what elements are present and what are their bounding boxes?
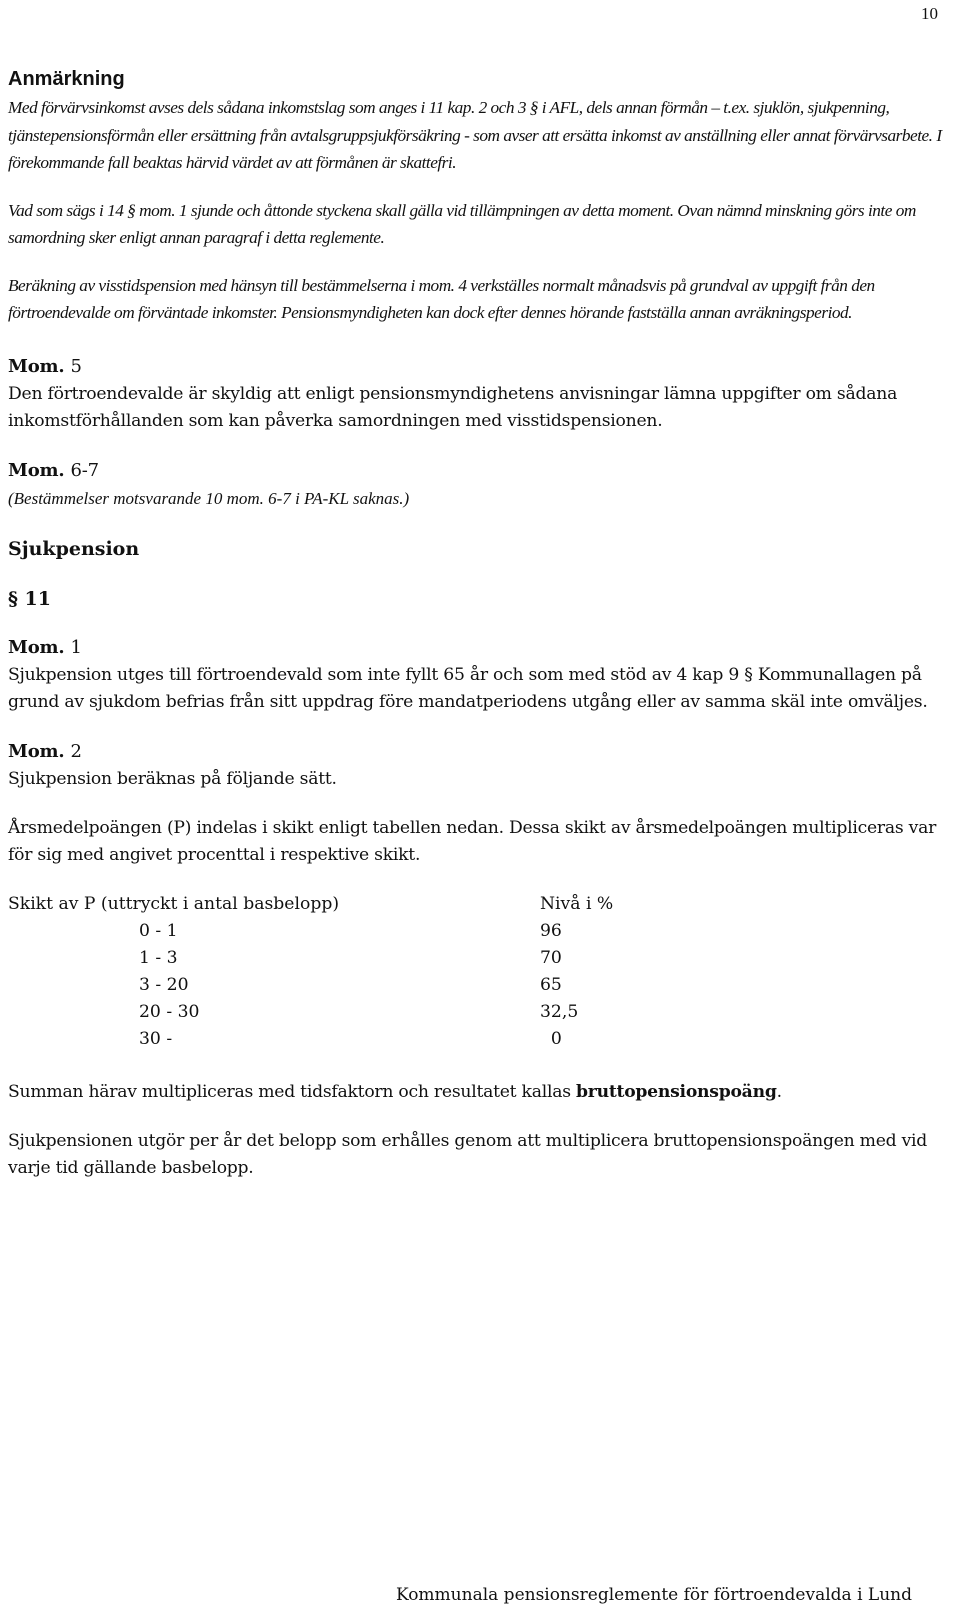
table-row — [8, 972, 952, 999]
mom5-heading — [8, 353, 952, 381]
table-row — [8, 945, 952, 972]
mom5-text: Den förtroendevalde är skyldig att enligt pensionsmyndighetens anvisningar lämna uppgifter om sådana inkomstförhållanden som kan påverka samordningen med visstidspensionen. — [8, 383, 898, 431]
summary-suffix: . — [776, 1081, 782, 1102]
mom5-label: Mom. — [8, 355, 65, 377]
table-col2-header: Nivå i % — [540, 893, 614, 914]
mom1-label: Mom. — [8, 636, 65, 658]
page-footer: Kommunala pensionsreglemente för förtroendevalda i Lund — [395, 1585, 912, 1605]
note-paragraph-2: Vad som sägs i 14 § mom. 1 sjunde och åttonde styckena skall gälla vid tillämpningen av detta moment. Ovan nämnd minskning görs inte om samordning sker enligt annan paragraf i detta reglemente. — [8, 200, 916, 247]
final-paragraph: Sjukpensionen utgör per år det belopp som erhålles genom att multiplicera bruttopensionspoängen med vid varje tid gällande basbelopp. — [8, 1130, 928, 1178]
table-cell-range: 0 - 1 — [139, 920, 178, 941]
mom2-label: Mom. — [8, 740, 65, 762]
table-cell-level: 0 — [540, 1028, 562, 1049]
mom2-heading — [8, 738, 952, 766]
document-body — [8, 64, 952, 1182]
note-paragraph-3: Beräkning av visstidspension med hänsyn till bestämmelserna i mom. 4 verkställes normalt månadsvis på grundval av uppgift från den förtroendevalde om förväntade inkomster. Pensionsmyndigheten kan dock efter dennes hörande fastställa annan avräkningsperiod. — [8, 275, 875, 322]
mom67-text: (Bestämmelser motsvarande 10 mom. 6-7 i PA-KL saknas.) — [8, 488, 410, 508]
table-col1-header: Skikt av P (uttryckt i antal basbelopp) — [8, 893, 340, 914]
table-cell-range: 3 - 20 — [139, 974, 189, 995]
mom2-text: Sjukpension beräknas på följande sätt. — [8, 768, 337, 789]
mom2-number: 2 — [70, 740, 82, 762]
summary-term: bruttopensionspoäng — [576, 1081, 777, 1102]
mom2-intro: Årsmedelpoängen (P) indelas i skikt enligt tabellen nedan. Dessa skikt av årsmedelpoängen multipliceras var för sig med angivet procenttal i respektive skikt. — [8, 817, 937, 865]
section-heading: Sjukpension — [8, 537, 140, 560]
level-table — [8, 891, 952, 1053]
mom5-number: 5 — [70, 355, 82, 377]
page-number: 10 — [921, 4, 938, 23]
table-cell-level: 70 — [540, 947, 562, 968]
summary-prefix: Summan härav multipliceras med tidsfaktorn och resultatet kallas — [8, 1081, 576, 1102]
mom67-label: Mom. — [8, 459, 65, 481]
mom1-number: 1 — [70, 636, 82, 658]
mom67-heading — [8, 457, 952, 485]
note-paragraph-1: Med förvärvsinkomst avses dels sådana inkomstslag som anges i 11 kap. 2 och 3 § i AFL, dels annan förmån – t.ex. sjuklön, sjukpenning, tjänstepensionsförmån eller ersättning från avtalsgruppsjukförsäkring - som avser att ersätta inkomst av anställning eller annat förvärvsarbete. I förekommande fall beaktas härvid värdet av att förmånen är skattefri. — [8, 98, 942, 172]
table-row — [8, 1026, 952, 1053]
table-cell-level: 32,5 — [540, 1001, 579, 1022]
mom67-number: 6-7 — [70, 459, 99, 481]
summary-paragraph — [8, 1079, 952, 1106]
table-row — [8, 918, 952, 945]
paragraph-heading: § 11 — [8, 587, 51, 610]
table-cell-range: 20 - 30 — [139, 1001, 200, 1022]
note-heading: Anmärkning — [8, 68, 125, 90]
table-cell-level: 65 — [540, 974, 562, 995]
table-header-row — [8, 891, 952, 918]
table-cell-range: 30 - — [139, 1028, 173, 1049]
table-cell-range: 1 - 3 — [139, 947, 178, 968]
mom1-heading — [8, 634, 952, 662]
mom1-text: Sjukpension utges till förtroendevald som inte fyllt 65 år och som med stöd av 4 kap 9 § Kommunallagen på grund av sjukdom befrias från sitt uppdrag före mandatperiodens utgång eller av samma skäl inte omväljes. — [8, 664, 928, 712]
table-cell-level: 96 — [540, 920, 562, 941]
table-row — [8, 999, 952, 1026]
